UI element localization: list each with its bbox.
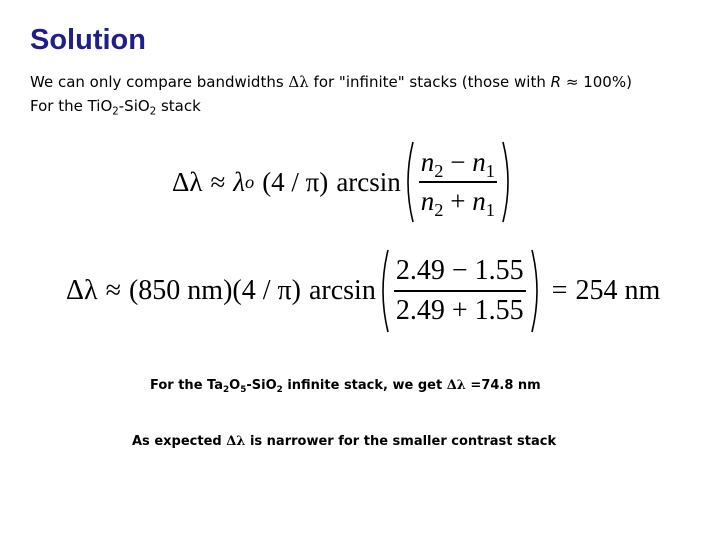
- eq1-num-a: n: [420, 147, 435, 178]
- eq1-lhs: Δλ: [172, 166, 203, 197]
- stack-text-before: For the Ti: [30, 97, 101, 115]
- reflectance-value: 100%): [583, 73, 632, 91]
- note1-sub-a: 2: [223, 384, 230, 395]
- eq2-numerator: 2.49 − 1.55: [395, 255, 524, 287]
- intro-text-middle: for "infinite" stacks (those with: [308, 73, 551, 91]
- stack-subscript-2: 2: [149, 106, 157, 118]
- conclusion-note: [132, 434, 556, 449]
- eq2-fraction: [390, 255, 530, 327]
- note1-mid1: O: [229, 378, 241, 393]
- intro-line-2: [30, 94, 710, 118]
- eq1-den-a-sub: 2: [434, 199, 444, 220]
- eq1-approx: ≈: [210, 166, 226, 197]
- bandwidth-calculation: [66, 248, 660, 334]
- eq2-approx: ≈: [105, 275, 121, 306]
- eq1-left-paren: [401, 140, 415, 224]
- eq1-den-op: +: [443, 185, 473, 216]
- stack-oxygen-1: O: [100, 97, 113, 115]
- ta2o5-result-note: [150, 378, 541, 393]
- eq1-den-a: n: [420, 185, 435, 216]
- intro-text: [30, 70, 710, 118]
- note1-mid3: infinite stack, we get: [282, 378, 447, 393]
- eq2-denominator: 2.49 + 1.55: [395, 294, 524, 326]
- bandwidth-formula: Δλ ≈ λ o (4 / π) arcsin $\frac{n_2 - n_1}{n_2 + n_1}$: [172, 140, 515, 224]
- stack-oxygen-2: O: [137, 97, 150, 115]
- eq2-wavelength: (850 nm): [128, 275, 233, 306]
- note1-sub-b: 5: [240, 384, 247, 395]
- reflectance-variable: R: [550, 73, 562, 91]
- eq1-num-op: −: [443, 147, 473, 178]
- note1-before: For the Ta: [150, 378, 223, 393]
- eq1-denominator: [419, 185, 497, 220]
- approx-symbol: ≈: [561, 73, 584, 91]
- eq2-equals: =: [551, 275, 568, 306]
- eq1-num-b: n: [472, 147, 486, 178]
- slide-title: Solution: [30, 24, 146, 56]
- eq1-factor: (4 / π): [262, 166, 329, 197]
- intro-line-1: [30, 70, 710, 94]
- eq2-right-paren: [530, 248, 544, 334]
- eq2-func: arcsin: [308, 275, 376, 306]
- note2-delta-lambda: Δλ: [226, 434, 246, 449]
- eq2-factor: (4 / π): [232, 275, 301, 306]
- eq1-fraction-bar: [419, 181, 497, 183]
- eq2-left-paren: [376, 248, 390, 334]
- eq1-num-a-sub: 2: [434, 161, 444, 182]
- note1-delta-lambda: Δλ: [446, 378, 466, 393]
- eq1-den-b: n: [472, 185, 486, 216]
- note1-sub-c: 2: [276, 384, 283, 395]
- note1-mid2: -SiO: [246, 378, 277, 393]
- intro-text-before: We can only compare bandwidths: [30, 73, 289, 91]
- eq2-fraction-bar: [394, 290, 526, 292]
- eq1-den-b-sub: 1: [485, 199, 495, 220]
- stack-text-after: stack: [156, 97, 201, 115]
- note2-before: As expected: [132, 434, 227, 449]
- eq1-numerator: [419, 147, 497, 182]
- eq1-num-b-sub: 1: [485, 161, 495, 182]
- note1-after: =74.8 nm: [465, 378, 541, 393]
- eq1-lambda: λ: [233, 166, 245, 197]
- eq1-right-paren: [501, 140, 515, 224]
- eq1-fraction: [415, 147, 501, 220]
- eq2-lhs: Δλ: [66, 275, 98, 306]
- delta-lambda-symbol: Δλ: [288, 73, 309, 91]
- eq1-func: arcsin: [336, 166, 401, 197]
- eq2-result: 254 nm: [575, 275, 661, 306]
- note2-after: is narrower for the smaller contrast stack: [245, 434, 557, 449]
- stack-subscript-1: 2: [112, 106, 119, 118]
- stack-dash-si: -Si: [118, 97, 138, 115]
